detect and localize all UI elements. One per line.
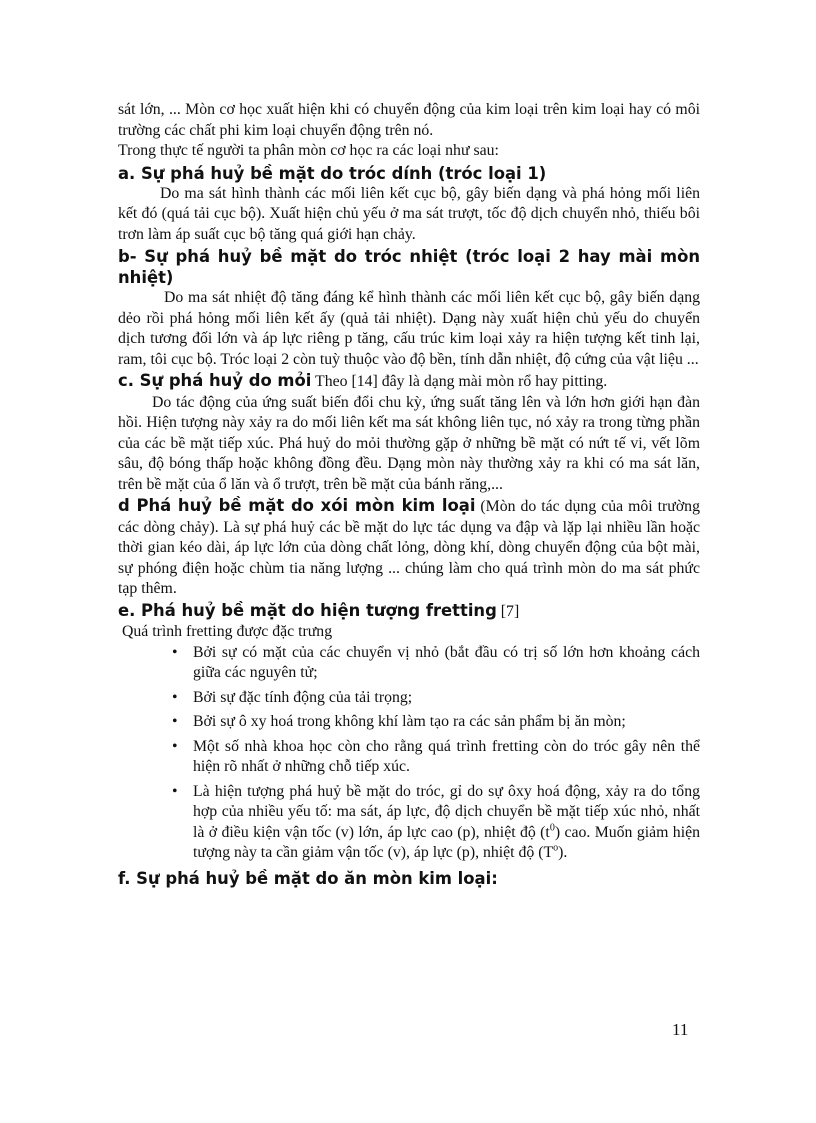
bullet-icon: • — [172, 643, 178, 661]
list-item: • Bởi sự đặc tính động của tải trọng; — [172, 688, 700, 709]
heading-section-f: f. Sự phá huỷ bề mặt do ăn mòn kim loại: — [118, 868, 498, 888]
page-number: 11 — [672, 1020, 689, 1039]
list-item: • Là hiện tượng phá huỷ bề mặt do tróc, gỉ do sự ôxy hoá động, xảy ra do tổng hợp của nhiều yếu tố: ma sát, áp lực, độ dịch chuyển bề mặt tiếp xúc nhỏ, nhất là ở điều kiện vận tốc (v) lớn, áp lực cao (p), nhiệt độ $(t^0)$ cao. Muốn giảm hiện tượng này ta cần giảm vận tốc (v), áp lực (p), nhiệt độ $(T^o)$. — [172, 782, 700, 861]
heading-section-c: c. Sự phá huỷ do mỏi — [118, 371, 312, 390]
paragraph-section-d — [118, 496, 700, 600]
list-item: • Một số nhà khoa học còn cho rằng quá trình fretting còn do tróc gây nên thể hiện rõ nhất ở những chỗ tiếp xúc. — [172, 737, 700, 775]
intro-line: Trong thực tế người ta phân mòn cơ học ra các loại như sau: — [118, 142, 499, 159]
fretting-list — [118, 643, 700, 864]
bullet-icon: • — [172, 782, 178, 800]
section-c-lead-text: Theo [14] đây là dạng mài mòn rổ hay pitting. — [311, 373, 608, 390]
heading-section-a: a. Sự phá huỷ bề mặt do tróc dính (tróc loại 1) — [118, 163, 547, 183]
paragraph-section-a: Do ma sát hình thành các mối liên kết cục bộ, gây biến dạng và phá hỏng mối liên kết đó (quá tải cục bộ). Xuất hiện chủ yếu ở ma sát trượt, tốc độ dịch chuyển nhỏ, thiếu bôi trơn làm áp suất cục bộ tăng quá giới hạn chảy. — [118, 184, 700, 243]
list-item: • Bởi sự ô xy hoá trong không khí làm tạo ra các sản phẩm bị ăn mòn; — [172, 712, 700, 733]
paragraph-section-b: Do ma sát nhiệt độ tăng đáng kể hình thành các mối liên kết cục bộ, gây biến dạng dẻo rồi phá hỏng mối liên kết ấy (quả tải nhiệt). Dạng này xuất hiện chủ yếu do chuyển dịch tương đối lớn và áp lực riêng p tăng, cấu trúc kim loại xảy ra hiện tượng kết tinh lại, ram, tôi cục bộ. Tróc loại 2 còn tuỳ thuộc vào độ bền, tính dẫn nhiệt, độ cứng của vật liệu ... — [118, 289, 700, 368]
section-e-intro: Quá trình fretting được đặc trưng — [118, 623, 333, 640]
section-e-lead — [118, 601, 700, 623]
heading-section-e: e. Phá huỷ bề mặt do hiện tượng fretting — [118, 600, 497, 620]
section-c-lead — [118, 371, 700, 393]
section-e-reference: [7] — [496, 602, 520, 620]
bullet-icon: • — [172, 713, 178, 730]
list-item: • Bởi sự có mặt của các chuyển vị nhỏ (bắt đầu có trị số lớn hơn khoảng cách giữa các nguyên tử; — [172, 643, 700, 681]
paragraph-section-c: Do tác động của ứng suất biến đổi chu kỳ, ứng suất tăng lên và lớn hơn giới hạn đàn hồi. Hiện tượng này xảy ra do mối liên kết ma sát không liên tục, nó xảy ra trong từng phần của các bề mặt tiếp xúc. Phá huỷ do mỏi thường gặp ở những bề mặt có nứt tế vi, vết lõm sâu, độ bóng thấp hoặc không đồng đều. Dạng mòn này thường xảy ra khi có ma sát lăn, trên bề mặt của ổ lăn và ổ trượt, trên bề mặt của bánh răng,... — [118, 393, 700, 493]
heading-section-b: b- Sự phá huỷ bề mặt do tróc nhiệt (tróc loại 2 hay mài mòn nhiệt) — [118, 247, 700, 287]
section-d-text: (Mòn do tác dụng của môi trường các dòng chảy). Là sự phá huỷ các bề mặt do lực tác dụng va đập và lặp lại nhiều lần hoặc thời gian kéo dài, áp lực lớn của dòng chất lỏng, dòng khí, dòng chuyển động của bột mài, sự phóng điện hoặc chùm tia năng lượng ... chúng làm cho quá trình mòn do ma sát phức tạp thêm. — [118, 498, 700, 597]
page-body — [118, 100, 700, 889]
bullet-icon: • — [172, 688, 178, 706]
intro-paragraph: sát lớn, ... Mòn cơ học xuất hiện khi có chuyển động của kim loại trên kim loại hay có môi trường các chất phi kim loại chuyển động trên nó. — [118, 101, 700, 139]
heading-section-d: d Phá huỷ bề mặt do xói mòn kim loại — [118, 496, 476, 515]
bullet-icon: • — [172, 737, 178, 755]
